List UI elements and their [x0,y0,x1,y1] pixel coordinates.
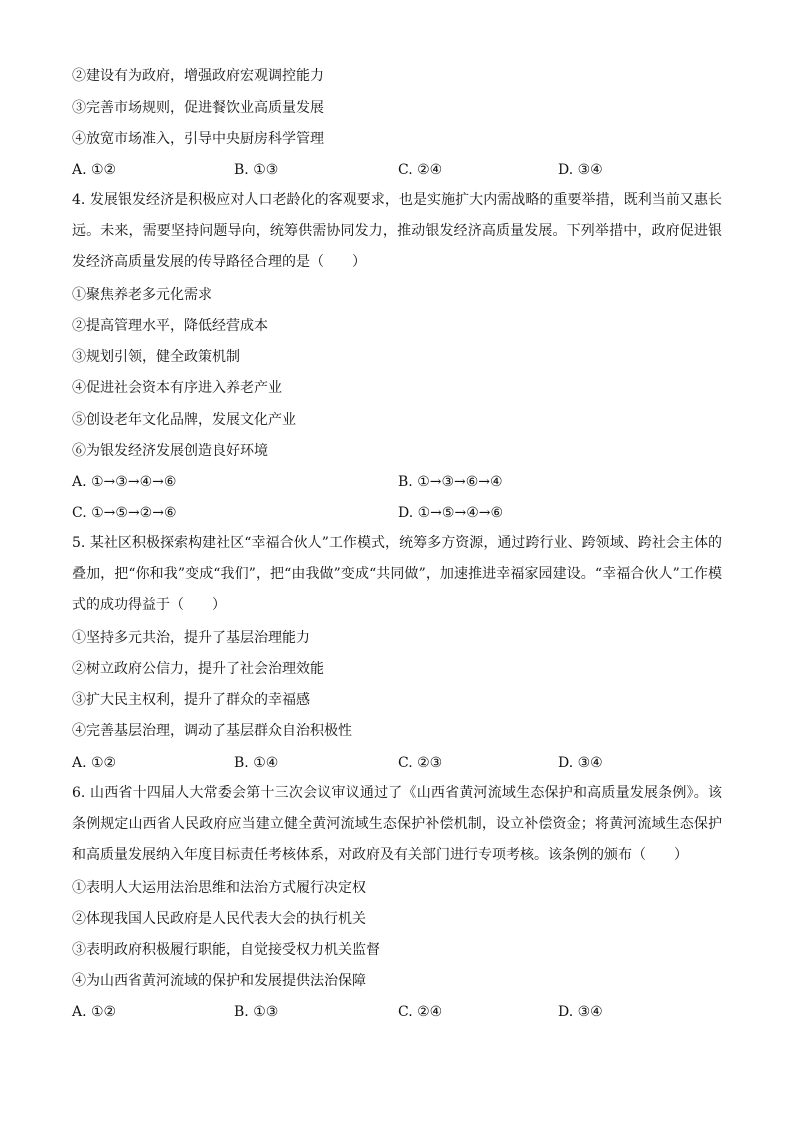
statement-item: ①聚焦养老多元化需求 [72,287,212,303]
statement-item: ⑤创设老年文化品牌，发展文化产业 [72,412,296,428]
answer-option-d[interactable]: D. ①→⑤→④→⑥ [398,505,504,521]
statement-item: ③表明政府积极履行职能，自觉接受权力机关监督 [72,942,380,958]
statement-item: ②体现我国人民政府是人民代表大会的执行机关 [72,911,366,927]
statement-item: ②提高管理水平，降低经营成本 [72,318,268,334]
question-6-stem: 6. 山西省十四届人大常委会第十三次会议审议通过了《山西省黄河流域生态保护和高质量发展条例》。该条例规定山西省人民政府应当建立健全黄河流域生态保护补偿机制，设立补偿资金；将黄河流域生态保护和高质量发展纳入年度目标责任考核体系，对政府及有关部门进行专项考核。该条例的颁布（ ） [72,785,722,863]
answer-option-c[interactable]: C. ②④ [398,162,443,178]
answer-option-b[interactable]: B. ①③ [234,1004,279,1020]
statement-item: ④放宽市场准入，引导中央厨房科学管理 [72,131,324,147]
answer-option-a[interactable]: A. ①② [72,755,117,771]
statement-item: ①表明人大运用法治思维和法治方式履行决定权 [72,880,366,896]
answer-option-b[interactable]: B. ①→③→⑥→④ [398,474,503,490]
answer-option-a[interactable]: A. ①② [72,1004,117,1020]
statement-item: ③完善市场规则，促进餐饮业高质量发展 [72,100,324,116]
question-4-stem: 4. 发展银发经济是积极应对人口老龄化的客观要求，也是实施扩大内需战略的重要举措，既利当前又惠长远。未来，需要坚持问题导向，统筹供需协同发力，推动银发经济高质量发展。下列举措中，政府促进银发经济高质量发展的传导路径合理的是（ ） [72,192,722,270]
answer-option-c[interactable]: C. ①→⑤→②→⑥ [72,505,177,521]
statement-item: ④促进社会资本有序进入养老产业 [72,380,282,396]
answer-option-d[interactable]: D. ③④ [558,755,603,771]
question-5-stem: 5. 某社区积极探索构建社区“幸福合伙人”工作模式，统筹多方资源，通过跨行业、跨领域、跨社会主体的叠加，把“你和我”变成“我们”，把“由我做”变成“共同做”，加速推进幸福家园建设。“幸福合伙人”工作模式的成功得益于（ ） [72,535,722,613]
statement-item: ③扩大民主权利，提升了群众的幸福感 [72,692,310,708]
statement-item: ④为山西省黄河流域的保护和发展提供法治保障 [72,973,366,989]
statement-item: ③规划引领，健全政策机制 [72,349,240,365]
answer-option-c[interactable]: C. ②④ [398,1004,443,1020]
statement-item: ④完善基层治理，调动了基层群众自治积极性 [72,723,352,739]
answer-option-a[interactable]: A. ①② [72,162,117,178]
answer-option-b[interactable]: B. ①③ [234,162,279,178]
statement-item: ⑥为银发经济发展创造良好环境 [72,443,268,459]
answer-option-d[interactable]: D. ③④ [558,1004,603,1020]
statement-item: ②树立政府公信力，提升了社会治理效能 [72,661,324,677]
answer-option-c[interactable]: C. ②③ [398,755,443,771]
answer-option-a[interactable]: A. ①→③→④→⑥ [72,474,177,490]
answer-option-d[interactable]: D. ③④ [558,162,603,178]
statement-item: ②建设有为政府，增强政府宏观调控能力 [72,68,324,84]
answer-option-b[interactable]: B. ①④ [234,755,279,771]
statement-item: ①坚持多元共治，提升了基层治理能力 [72,630,310,646]
